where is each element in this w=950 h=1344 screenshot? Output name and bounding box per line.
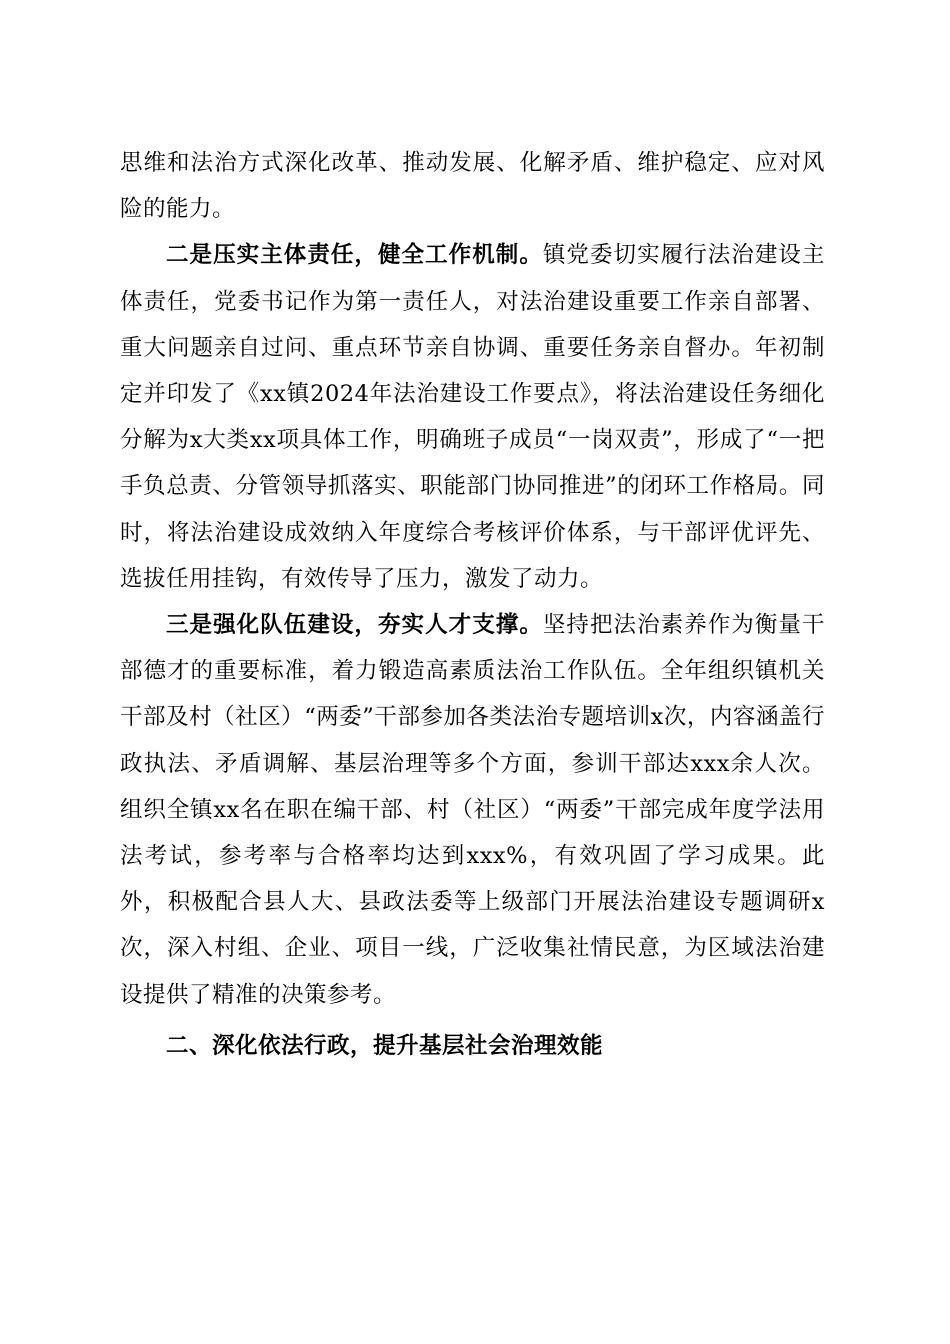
paragraph-lead: 三是强化队伍建设，夯实人才支撑。 (166, 612, 543, 639)
paragraph-team-building (120, 602, 825, 1018)
document-body (120, 140, 825, 1069)
paragraph-lead: 二是压实主体责任，健全工作机制。 (166, 242, 543, 269)
section-heading: 二、深化依法行政，提升基层社会治理效能 (166, 1032, 604, 1059)
paragraph-body: 镇党委切实履行法治建设主体责任，党委书记作为第一责任人，对法治建设重要工作亲自部署、重大问题亲自过问、重点环节亲自协调、重要任务亲自督办。年初制定并印发了《xx镇2024年法治建设工作要点》，将法治建设任务细化分解为x大类xx项具体工作，明确班子成员“一岗双责”，形成了“一把手负总责、分管领导抓落实、职能部门协同推进”的闭环工作格局。同时，将法治建设成效纳入年度综合考核评价体系，与干部评优评先、选拔任用挂钩，有效传导了压力，激发了动力。 (120, 242, 825, 592)
paragraph-body: 思维和法治方式深化改革、推动发展、化解矛盾、维护稳定、应对风险的能力。 (120, 150, 825, 223)
paragraph-body: 坚持把法治素养作为衡量干部德才的重要标准，着力锻造高素质法治工作队伍。全年组织镇机关干部及村（社区）“两委”干部参加各类法治专题培训x次，内容涵盖行政执法、矛盾调解、基层治理等多个方面，参训干部达xxx余人次。组织全镇xx名在职在编干部、村（社区）“两委”干部完成年度学法用法考试，参考率与合格率均达到xxx%，有效巩固了学习成果。此外，积极配合县人大、县政法委等上级部门开展法治建设专题调研x次，深入村组、企业、项目一线，广泛收集社情民意，为区域法治建设提供了精准的决策参考。 (120, 612, 825, 1008)
paragraph-responsibility (120, 232, 825, 602)
paragraph-continuation (120, 140, 825, 232)
